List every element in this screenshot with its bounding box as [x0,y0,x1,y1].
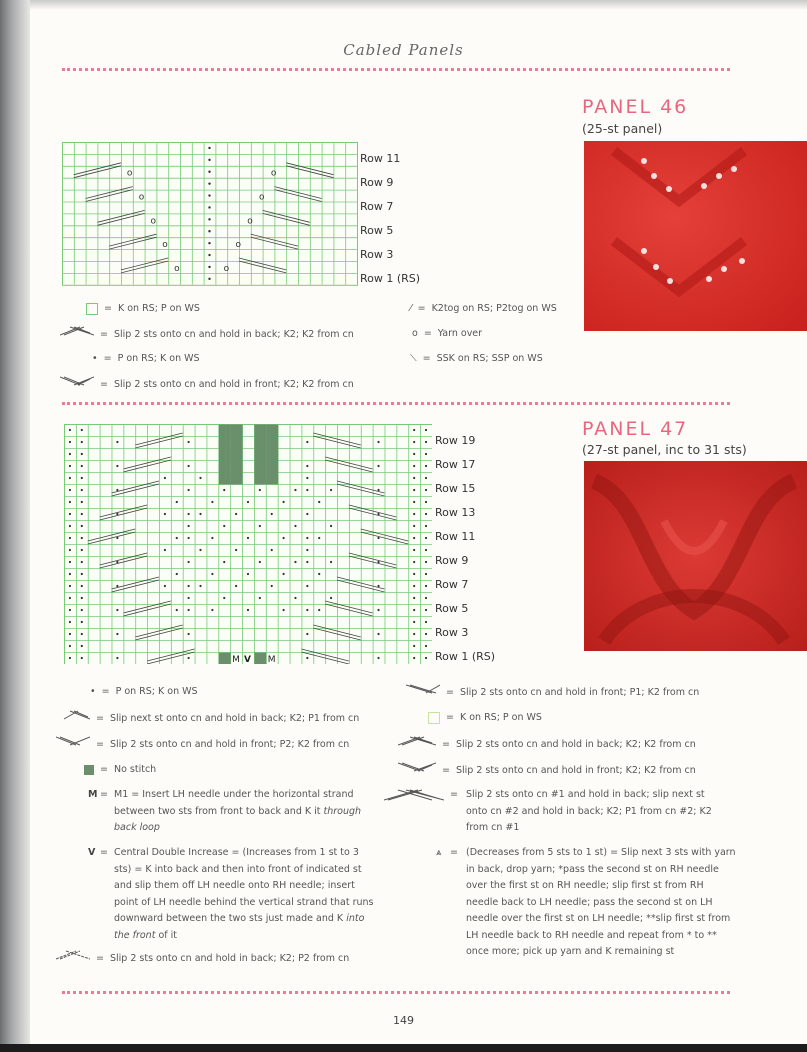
purl-dot [164,549,166,551]
purl-dot [425,465,427,467]
purl-dot [69,561,71,563]
cable-2-2-front-icon [60,376,94,393]
purl-dot [208,194,210,196]
purl-dot [235,513,237,515]
purl-dot [282,609,284,611]
purl-dot [188,597,190,599]
purl-dot [176,537,178,539]
purl-dot [176,573,178,575]
legend-item: = Slip 2 sts onto cn and hold in back; K2; P2 from cn [56,950,386,967]
purl-dot [282,573,284,575]
purl-dot [425,513,427,515]
purl-dot [413,549,415,551]
purl-dot [81,549,83,551]
legend-item: = Slip 2 sts onto cn and hold in front; K2; K2 from cn [60,376,380,393]
purl-dot [81,525,83,527]
purl-dot [223,597,225,599]
cable-2-2-front-icon [398,762,436,779]
purl-dot [199,477,201,479]
panel46-title: PANEL 46 [582,96,689,118]
purl-dot [377,513,379,515]
purl-dot [69,429,71,431]
purl-dot [188,465,190,467]
purl-dot [413,441,415,443]
purl-dot [425,429,427,431]
panel47-row-label: Row 15 [435,482,476,495]
purl-dot [259,489,261,491]
no-stitch-cell [266,461,278,473]
purl-dot [81,585,83,587]
purl-dot [188,657,190,659]
purl-dot [247,537,249,539]
k2tog-icon: ⁄ [410,303,412,314]
purl-dot [306,657,308,659]
purl-dot [81,573,83,575]
purl-dot [69,453,71,455]
no-stitch-cell [219,653,231,665]
purl-dot [188,537,190,539]
panel46-row-label: Row 9 [360,176,394,189]
ssk-icon: ⟍ [410,353,417,364]
purl-dot [208,242,210,244]
purl-dot [208,266,210,268]
no-stitch-cell [219,461,231,473]
purl-dot [425,597,427,599]
purl-dot [425,657,427,659]
purl-dot [69,537,71,539]
purl-dot [413,453,415,455]
no-stitch-cell [266,437,278,449]
legend-item: • = P on RS; K on WS [92,353,200,364]
purl-dot [413,501,415,503]
legend-item: ⩓ = (Decreases from 5 sts to 1 st) = Slip next 3 sts with yarn in back, drop yarn; *pass the second st on RH needle over the first st on RH needle; slip first st from RH needle back to LH needle; pass the second st on LH needle over the first st on LH needle; **slip first st from LH needle back to RH needle and repeat from * to ** once more; pick up yarn and K remaining st [436,847,736,957]
purl-dot [377,465,379,467]
book-spine-shadow [0,0,30,1052]
purl-dot [247,609,249,611]
purl-dot [116,585,118,587]
purl-dot [306,609,308,611]
yarn-over-icon: o [412,328,418,339]
bottom-edge [0,1044,807,1052]
purl-dot [223,525,225,527]
cable-2-2-back-icon [398,736,436,753]
green-square-icon [86,303,98,315]
purl-dot [69,501,71,503]
purl-dot [425,633,427,635]
purl-dot [425,489,427,491]
purl-dot [306,513,308,515]
purl-dot [81,501,83,503]
no-stitch-cell [231,449,243,461]
no-stitch-cell [266,473,278,485]
legend-item: = Slip 2 sts onto cn and hold in front; P2; K2 from cn [56,736,386,753]
purl-dot [413,537,415,539]
purl-dot [413,489,415,491]
legend-item: = Slip 2 sts onto cn and hold in front; P1; K2 from cn [406,684,736,701]
no-stitch-cell [254,653,266,665]
legend-item: = Slip next st onto cn and hold in back; K2; P1 from cn [62,710,382,727]
legend-item: = Slip 2 sts onto cn #1 and hold in back; slip next st onto cn #2 and hold in back; K2; P1 from cn #2; K2 from cn #1 [384,787,729,837]
purl-dot [69,465,71,467]
purl-dot [81,513,83,515]
purl-dot [69,645,71,647]
purl-dot [425,573,427,575]
legend-item: M = M1 = Insert LH needle under the horizontal strand between two sts from front to back and K it through back loop [88,789,362,833]
purl-dot [294,525,296,527]
purl-dot [294,597,296,599]
purl-dot [318,501,320,503]
purl-dot [377,537,379,539]
purl-dot [318,609,320,611]
purl-dot [425,609,427,611]
purl-dot [81,621,83,623]
purl-dot [306,537,308,539]
no-stitch-cell [219,449,231,461]
purl-dot [377,489,379,491]
m1-mark: M [232,655,240,664]
purl-dot [116,633,118,635]
purl-dot [306,465,308,467]
panel46-row-label: Row 7 [360,200,394,213]
purl-dot [377,441,379,443]
yarn-over-mark: o [138,192,145,203]
purl-dot [377,609,379,611]
purl-dot [199,585,201,587]
panel46-swatch-photo [584,141,807,331]
purl-dot [116,441,118,443]
cable-2-2-front-purl-icon [56,736,90,753]
purl-dot [306,477,308,479]
purl-dot [330,597,332,599]
purl-dot [188,525,190,527]
no-stitch-cell [231,437,243,449]
purl-dot [208,171,210,173]
purl-dot [81,489,83,491]
panel47-title: PANEL 47 [582,418,689,440]
legend-item: = Slip 2 sts onto cn and hold in front; K2; K2 from cn [398,762,728,779]
purl-dot [81,597,83,599]
purl-dot [259,525,261,527]
purl-dot [235,585,237,587]
purl-dot [413,465,415,467]
panel47-row-label: Row 13 [435,506,476,519]
purl-dot [377,657,379,659]
panel47-swatch-texture [584,461,807,651]
purl-dot [413,525,415,527]
purl-dot [211,609,213,611]
no-stitch-cell [266,425,278,437]
green-square-icon [428,712,440,724]
legend-item: = Slip 2 sts onto cn and hold in back; K2; K2 from cn [60,326,380,343]
purl-dot [306,633,308,635]
purl-dot [282,537,284,539]
purl-dot [116,537,118,539]
no-stitch-cell [254,449,266,461]
purl-dot [81,645,83,647]
top-divider [62,68,730,71]
purl-dot [425,453,427,455]
cable-2-2-back-purl-icon [56,950,90,967]
yarn-over-mark: o [247,216,253,227]
yarn-over-mark: o [270,168,277,179]
no-stitch-cell [254,461,266,473]
yarn-over-mark: o [126,168,133,179]
panel46-row-label: Row 11 [360,152,401,165]
no-stitch-cell [219,473,231,485]
cable-1-2-back-purl-icon [62,710,90,727]
purl-dot [199,513,201,515]
purl-dot [330,525,332,527]
purl-dot [81,429,83,431]
legend-item: ⁄ = K2tog on RS; P2tog on WS [410,303,557,314]
panel46-row-label: Row 5 [360,224,394,237]
purl-dot [235,549,237,551]
purl-dot [116,465,118,467]
purl-dot [69,549,71,551]
panel47-chart-grid [64,424,432,664]
purl-dot [294,489,296,491]
purl-dot [208,147,210,149]
purl-dot [208,206,210,208]
purl-dot [69,597,71,599]
no-stitch-cell [254,425,266,437]
yarn-over-mark: o [223,263,230,274]
panel47-subtitle: (27-st panel, inc to 31 sts) [582,442,747,457]
purl-dot [413,633,415,635]
panel46-chart-grid [62,142,358,286]
purl-dot [413,609,415,611]
legend-item: o = Yarn over [412,328,483,339]
purl-dot [176,609,178,611]
purl-dot [271,585,273,587]
page-number: 149 [393,1014,414,1027]
purl-dot [294,561,296,563]
purl-dot [282,501,284,503]
purl-dot [69,441,71,443]
purl-dot [425,477,427,479]
legend-item: V = Central Double Increase = (Increases from 1 st to 3 sts) = K into back and then into front of indicated st and slip them off LH needle onto RH needle; insert point of LH needle behind the vertical strand that runs downward between the two sts just made and K into the front of it [88,847,374,941]
legend-item: • = P on RS; K on WS [90,686,198,697]
purl-dot [116,513,118,515]
purl-dot [330,561,332,563]
purl-dot [81,477,83,479]
purl-dot [425,441,427,443]
m1-icon: M [88,789,98,800]
purl-dot [223,561,225,563]
no-stitch-cell [266,449,278,461]
panel47-row-label: Row 1 (RS) [435,650,496,663]
purl-dot [81,609,83,611]
purl-dot [188,561,190,563]
yarn-over-mark: o [259,192,265,203]
purl-dot [259,597,261,599]
purl-dot [69,573,71,575]
purl-dot [413,621,415,623]
legend-item: = No stitch [84,762,384,779]
legend-item: = K on RS; P on WS [86,301,386,318]
purl-dot [199,549,201,551]
purl-dot [425,621,427,623]
panel46-row-label: Row 1 (RS) [360,272,421,285]
purl-dot [413,597,415,599]
purl-dot [69,477,71,479]
no-stitch-cell [231,473,243,485]
yarn-over-mark: o [235,240,241,251]
no-stitch-cell [231,461,243,473]
purl-dot [208,218,210,220]
cable-2-1-front-purl-icon [406,684,440,701]
no-stitch-cell [219,437,231,449]
no-stitch-cell [219,425,231,437]
purl-dot [116,561,118,563]
purl-dot [271,513,273,515]
purl-dot [413,645,415,647]
purl-dot [413,657,415,659]
purl-dot [306,585,308,587]
purl-dot [377,561,379,563]
page-top-shadow [30,0,807,10]
purl-dot [306,561,308,563]
no-stitch-cell [254,437,266,449]
purl-dot [69,525,71,527]
purl-dot [69,633,71,635]
panel47-row-label: Row 5 [435,602,469,615]
panel47-row-label: Row 11 [435,530,476,543]
central-double-increase-icon: V [88,847,96,858]
purl-dot [116,489,118,491]
purl-dot [271,549,273,551]
panel47-row-label: Row 3 [435,626,469,639]
central-double-increase-mark: V [244,655,252,664]
purl-dot [208,159,210,161]
page-title: Cabled Panels [343,41,464,59]
no-stitch-cell [231,425,243,437]
panel47-swatch-photo [584,461,807,651]
decrease-5-to-1-icon: ⩓ [436,847,442,858]
purl-dot [188,513,190,515]
purl-dot [164,585,166,587]
cable-2-2-back-icon [60,326,94,343]
legend-item: = K on RS; P on WS [428,710,728,727]
purl-dot [81,633,83,635]
purl-dot [211,501,213,503]
purl-dot [208,230,210,232]
purl-dot [69,621,71,623]
purl-dot [306,489,308,491]
purl-dot [81,453,83,455]
purl-dot [425,537,427,539]
purl-dot [413,477,415,479]
yarn-over-mark: o [162,240,168,251]
purl-dot [69,609,71,611]
purl-dot [247,501,249,503]
yarn-over-mark: o [174,263,180,274]
purl-dot [330,489,332,491]
purl-dot [188,441,190,443]
purl-dot [413,561,415,563]
purl-dot [425,549,427,551]
purl-dot [176,501,178,503]
m1-mark: M [267,655,276,664]
purl-dot [425,561,427,563]
yarn-over-mark: o [150,216,157,227]
purl-dot [81,537,83,539]
panel47-row-label: Row 19 [435,434,476,447]
panel47-row-label: Row 7 [435,578,469,591]
purl-dot [425,501,427,503]
panel46-swatch-texture [584,141,807,331]
purl-dot [81,657,83,659]
purl-dot [211,573,213,575]
purl-dot [413,585,415,587]
bottom-divider [62,991,730,994]
purl-dot [69,489,71,491]
purl-dot [413,573,415,575]
purl-dot [425,585,427,587]
purl-dot [69,513,71,515]
purl-dot [81,561,83,563]
dot-icon: • [92,353,98,364]
purl-dot [69,585,71,587]
purl-dot [306,441,308,443]
purl-dot [306,549,308,551]
panel47-row-label: Row 17 [435,458,476,471]
purl-dot [413,429,415,431]
purl-dot [425,525,427,527]
purl-dot [164,477,166,479]
purl-dot [188,633,190,635]
purl-dot [116,609,118,611]
panel47-row-label: Row 9 [435,554,469,567]
purl-dot [208,254,210,256]
purl-dot [318,537,320,539]
cable-2-1-2-icon [384,789,444,808]
purl-dot [377,633,379,635]
dot-icon: • [90,686,96,697]
purl-dot [211,537,213,539]
panel46-subtitle: (25-st panel) [582,121,663,136]
purl-dot [259,561,261,563]
purl-dot [377,585,379,587]
middle-divider [62,402,730,405]
purl-dot [188,489,190,491]
purl-dot [425,645,427,647]
purl-dot [188,609,190,611]
purl-dot [208,278,210,280]
purl-dot [81,441,83,443]
purl-dot [81,465,83,467]
purl-dot [116,657,118,659]
purl-dot [318,573,320,575]
purl-dot [69,657,71,659]
purl-dot [208,182,210,184]
purl-dot [413,513,415,515]
purl-dot [247,573,249,575]
legend-item: ⟍ = SSK on RS; SSP on WS [410,353,543,364]
panel46-row-label: Row 3 [360,248,394,261]
purl-dot [164,513,166,515]
no-stitch-cell [254,473,266,485]
purl-dot [223,489,225,491]
legend-item: = Slip 2 sts onto cn and hold in back; K2; K2 from cn [398,736,728,753]
no-stitch-icon [84,765,94,775]
purl-dot [188,585,190,587]
